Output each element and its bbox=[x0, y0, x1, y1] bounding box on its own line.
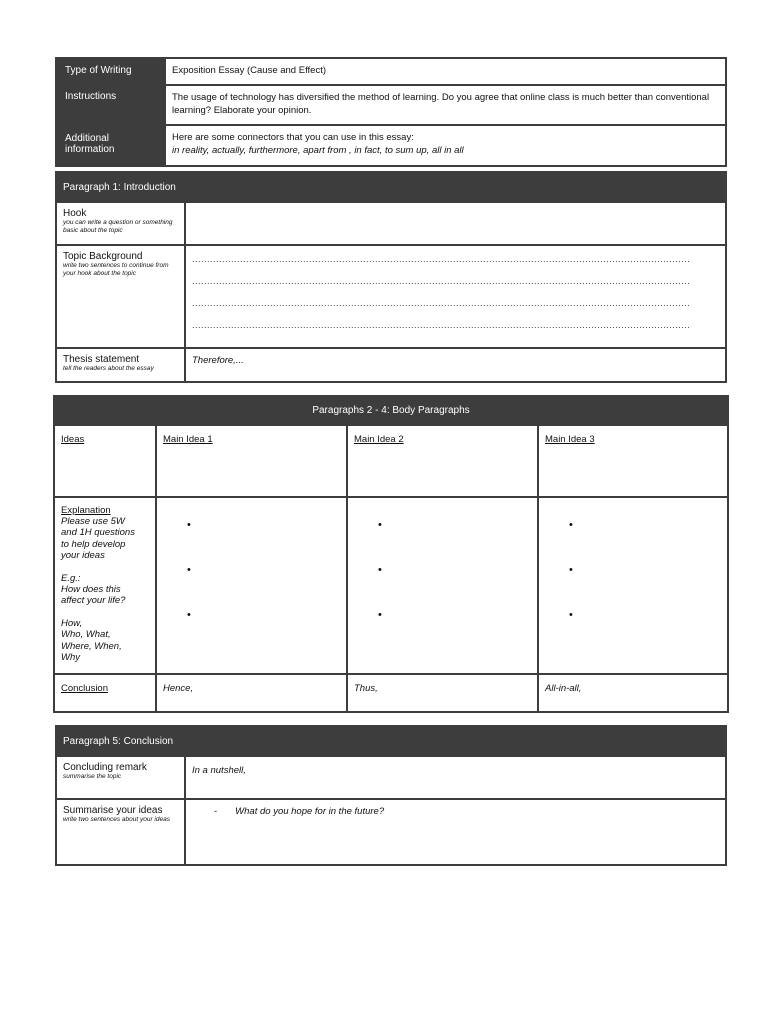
hook-answer-field[interactable] bbox=[185, 202, 726, 245]
remark-label-cell bbox=[56, 756, 185, 799]
conclusion-2-field[interactable]: Thus, bbox=[347, 674, 538, 712]
bullet-point: • bbox=[187, 609, 191, 621]
hook-label: Hook bbox=[63, 208, 87, 219]
bullet-point: • bbox=[187, 519, 191, 531]
summary-hint: write two sentences about your ideas bbox=[63, 816, 170, 823]
hook-hint: you can write a question or something basic about the topic bbox=[63, 219, 173, 235]
dotted-line: ...................................................................................................................................................................... bbox=[192, 254, 691, 264]
summary-label-cell bbox=[56, 799, 185, 865]
hook-label-cell bbox=[56, 202, 185, 245]
bullet-point: • bbox=[187, 564, 191, 576]
dotted-line: ...................................................................................................................................................................... bbox=[192, 298, 691, 308]
body-header: Paragraphs 2 - 4: Body Paragraphs bbox=[54, 396, 728, 425]
main-idea-3-cell[interactable]: Main Idea 3 bbox=[538, 425, 728, 497]
future-prompt: What do you hope for in the future? bbox=[235, 806, 385, 817]
background-hint: write two sentences to continue from your hook about the topic bbox=[63, 262, 169, 278]
conclusion-table bbox=[55, 725, 727, 866]
summary-answer-field[interactable] bbox=[185, 799, 726, 865]
thesis-hint: tell the readers about the essay bbox=[63, 365, 154, 372]
thesis-label: Thesis statement bbox=[63, 354, 140, 365]
explanation-2-field[interactable] bbox=[347, 497, 538, 674]
bullet-point: • bbox=[378, 564, 382, 576]
conclusion-3-field[interactable]: All-in-all, bbox=[538, 674, 728, 712]
remark-answer-field[interactable]: In a nutshell, bbox=[185, 756, 726, 799]
thesis-answer-field[interactable]: Therefore,... bbox=[185, 348, 726, 382]
main-idea-1-cell[interactable]: Main Idea 1 bbox=[156, 425, 347, 497]
background-label-cell bbox=[56, 245, 185, 348]
explanation-label: Explanation bbox=[61, 505, 111, 516]
dash-marker: - bbox=[214, 806, 218, 817]
bullet-point: • bbox=[378, 609, 382, 621]
conclusion-header: Paragraph 5: Conclusion bbox=[56, 726, 726, 756]
introduction-header: Paragraph 1: Introduction bbox=[56, 172, 726, 202]
conclusion-1-field[interactable]: Hence, bbox=[156, 674, 347, 712]
bullet-point: • bbox=[569, 609, 573, 621]
bullet-point: • bbox=[378, 519, 382, 531]
type-of-writing-label: Type of Writing bbox=[56, 58, 165, 85]
instructions-label: Instructions bbox=[56, 85, 165, 125]
thesis-label-cell bbox=[56, 348, 185, 382]
explanation-1-field[interactable] bbox=[156, 497, 347, 674]
explanation-3-field[interactable] bbox=[538, 497, 728, 674]
background-answer-field[interactable] bbox=[185, 245, 726, 348]
background-label: Topic Background bbox=[63, 251, 143, 262]
bullet-point: • bbox=[569, 519, 573, 531]
connectors-list: in reality, actually, furthermore, apart from , in fact, to sum up, all in all bbox=[172, 144, 464, 156]
instructions-value: The usage of technology has diversified the method of learning. Do you agree that online class is much better than conventional learning? Elaborate your opinion. bbox=[165, 85, 726, 125]
summary-label: Summarise your ideas bbox=[63, 805, 163, 816]
additional-info-label: Additional information bbox=[56, 125, 165, 166]
remark-hint: summarise the topic bbox=[63, 773, 122, 780]
ideas-label: Ideas bbox=[54, 425, 156, 497]
explanation-label-cell bbox=[54, 497, 156, 674]
dotted-line: ...................................................................................................................................................................... bbox=[192, 320, 691, 330]
bullet-point: • bbox=[569, 564, 573, 576]
explanation-hint: Please use 5W and 1H questions to help develop your ideas E.g.: How does this affect your life? How, Who, What, Where, When, Why bbox=[61, 516, 135, 663]
type-of-writing-value: Exposition Essay (Cause and Effect) bbox=[165, 58, 726, 85]
essay-info-table bbox=[55, 57, 727, 167]
dotted-line: ...................................................................................................................................................................... bbox=[192, 276, 691, 286]
connectors-intro: Here are some connectors that you can use in this essay: bbox=[172, 131, 414, 143]
conclusion-label: Conclusion bbox=[54, 674, 156, 712]
introduction-table bbox=[55, 171, 727, 383]
main-idea-2-cell[interactable]: Main Idea 2 bbox=[347, 425, 538, 497]
remark-label: Concluding remark bbox=[63, 762, 147, 773]
body-paragraphs-table bbox=[53, 395, 729, 713]
additional-info-value bbox=[165, 125, 726, 166]
